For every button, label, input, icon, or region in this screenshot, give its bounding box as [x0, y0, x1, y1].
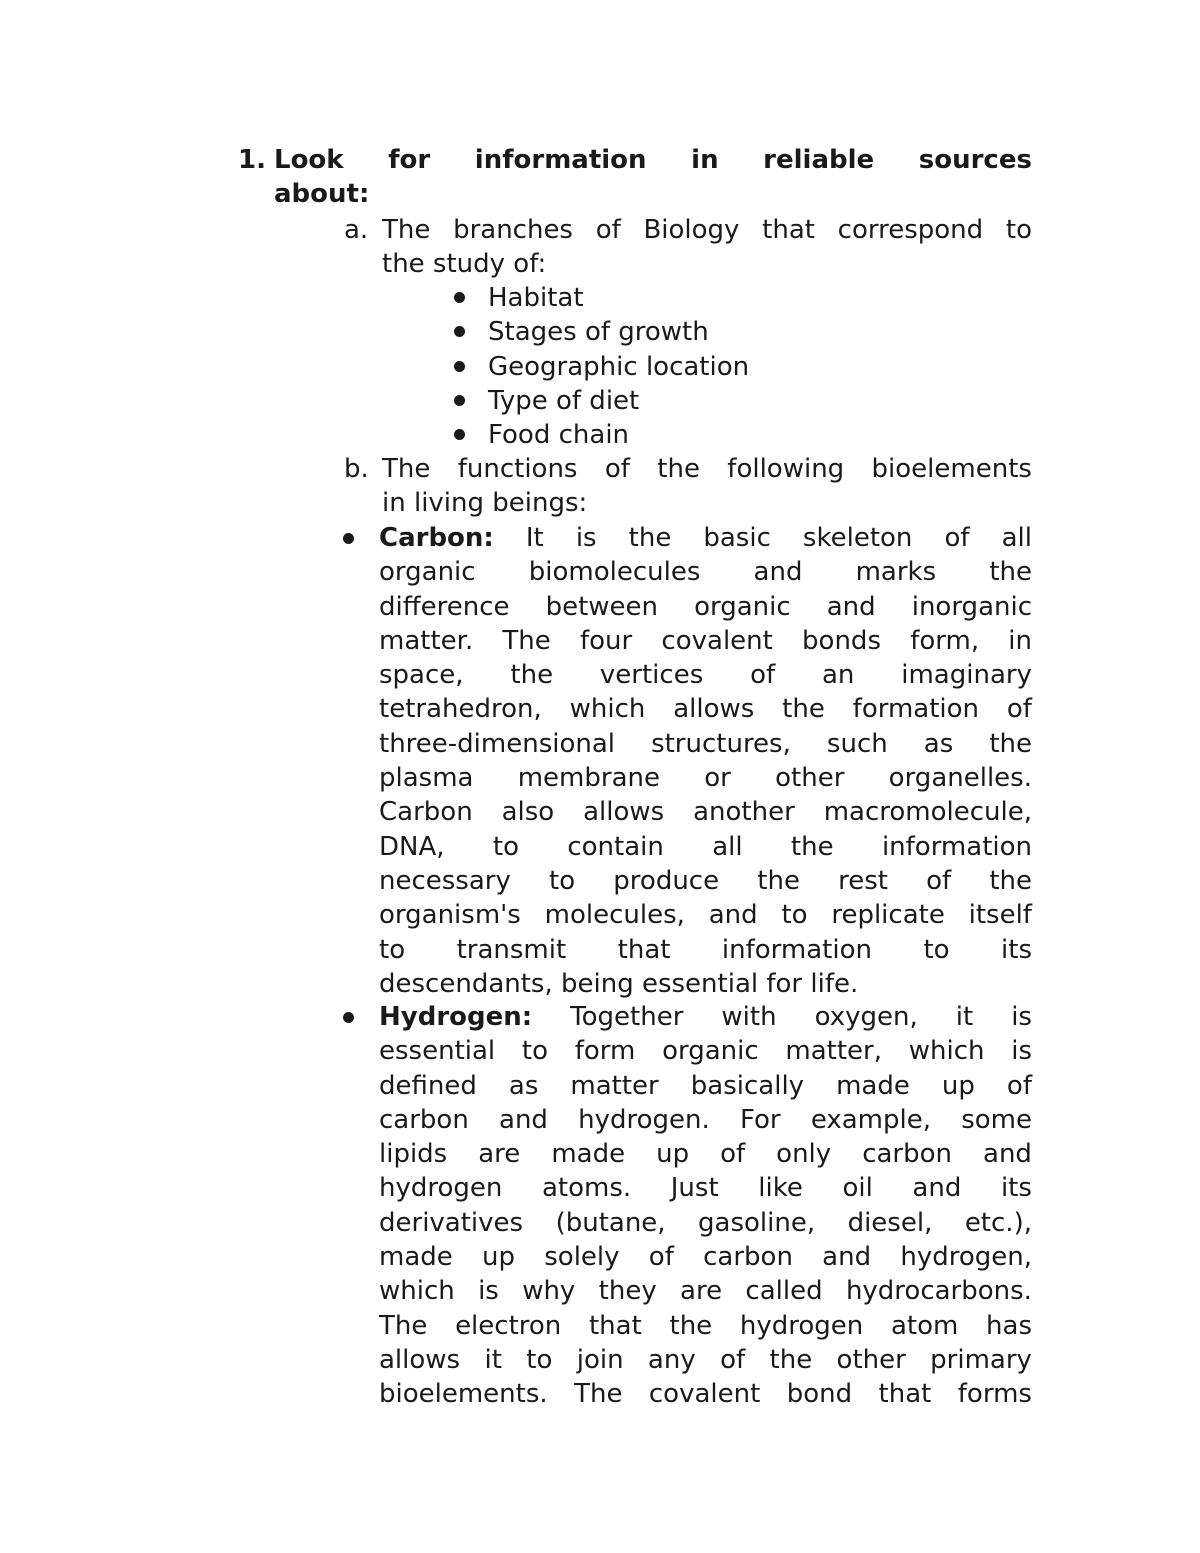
item-1-heading [274, 143, 1032, 212]
carbon-line-4 [379, 624, 1032, 658]
word: organic [379, 557, 476, 588]
word: up [656, 1139, 690, 1170]
word: (butane, [555, 1207, 666, 1238]
item-b-text [382, 452, 1032, 521]
hydrogen-paragraph [379, 1000, 1032, 1412]
word: its [1000, 1173, 1032, 1204]
word: the [628, 523, 672, 553]
word: primary [930, 1344, 1032, 1375]
word: replicate [831, 900, 945, 931]
word: oil [842, 1173, 873, 1204]
word: basic [703, 523, 771, 553]
bullet-item-habitat: Habitat [488, 283, 584, 313]
word: made [379, 1242, 453, 1273]
bullet-dot [454, 361, 465, 372]
word: information [881, 831, 1032, 862]
word: and [983, 1139, 1032, 1170]
word: of [595, 215, 621, 245]
word: and [826, 591, 876, 622]
word: such [826, 728, 888, 759]
word: inorganic [911, 591, 1032, 622]
word: only [776, 1139, 832, 1170]
word: four [579, 625, 633, 656]
word: the [989, 728, 1032, 759]
carbon-line-10 [379, 830, 1032, 864]
word: of [944, 523, 970, 553]
bullet-item-geographic-location: Geographic location [488, 351, 750, 382]
word: biomolecules [528, 557, 701, 588]
word: any [647, 1344, 696, 1375]
word: form, [910, 625, 980, 656]
word: Biology [643, 215, 740, 245]
word: hydrogen [739, 1310, 864, 1341]
word: Just [670, 1173, 719, 1204]
word: atom [890, 1310, 959, 1341]
word: transmit [456, 934, 567, 965]
word: matter, [785, 1036, 882, 1067]
bullet-dot [454, 429, 465, 440]
word: and [753, 557, 803, 588]
word: following [727, 454, 845, 484]
word: matter [570, 1070, 659, 1101]
word: vertices [599, 660, 704, 691]
word: membrane [517, 763, 660, 794]
word: form [574, 1036, 636, 1067]
word: and [708, 900, 758, 931]
word: branches [453, 215, 573, 245]
word: forms [957, 1379, 1032, 1410]
word: produce [613, 865, 720, 896]
word: has [986, 1310, 1032, 1341]
word: the [510, 660, 554, 691]
word: the [769, 1344, 813, 1375]
word: and [822, 1242, 872, 1273]
word: The [382, 454, 431, 484]
bullet-dot [454, 292, 465, 303]
word: reliable [763, 145, 875, 175]
word: tetrahedron, [379, 694, 542, 725]
word: matter. [379, 625, 474, 656]
word: correspond [837, 215, 984, 245]
word: Together [570, 1002, 684, 1032]
word: information [721, 934, 872, 965]
word: are [478, 1139, 521, 1170]
bullet-dot [454, 326, 465, 337]
hydrogen-line-6 [379, 1171, 1032, 1205]
word: skeleton [802, 523, 913, 553]
item-a-text [382, 213, 1032, 282]
word: is [1011, 1036, 1032, 1067]
word: the [657, 454, 700, 484]
word: organelles. [888, 763, 1032, 794]
word: carbon [862, 1139, 952, 1170]
word: to [549, 865, 576, 896]
word: the [790, 831, 834, 862]
word: they [598, 1276, 657, 1307]
list-number-1: 1. [238, 145, 266, 175]
word: hydrogen [379, 1173, 503, 1204]
carbon-line-2 [379, 555, 1032, 589]
word: to [526, 1344, 553, 1375]
word: to [781, 900, 808, 931]
word: its [1001, 934, 1032, 965]
word: the [782, 694, 825, 725]
word: marks [855, 557, 937, 588]
word: The [502, 625, 551, 656]
word: imaginary [901, 660, 1032, 691]
word: organic [694, 591, 791, 622]
carbon-line-7 [379, 727, 1032, 761]
word: up [482, 1242, 515, 1273]
word: between [545, 591, 659, 622]
word: with [721, 1002, 777, 1032]
word: functions [457, 454, 578, 484]
carbon-line-3 [379, 590, 1032, 624]
item-a-line-1 [382, 213, 1032, 247]
word: in [1008, 625, 1032, 656]
word: of [926, 865, 952, 896]
word: basically [690, 1070, 805, 1101]
word: and [912, 1173, 962, 1204]
word: also [501, 797, 555, 828]
word: allows [583, 797, 665, 828]
word: to [1005, 215, 1032, 245]
hydrogen-line-10 [379, 1309, 1032, 1343]
hydrogen-line-3 [379, 1069, 1032, 1103]
carbon-line-11 [379, 864, 1032, 898]
word: of [720, 1139, 746, 1170]
word: that [878, 1379, 932, 1410]
word: lipids [379, 1139, 448, 1170]
word: of [750, 660, 776, 691]
word: all [1001, 523, 1032, 553]
word: which [908, 1036, 985, 1067]
word: covalent [661, 625, 773, 656]
word: bioelements [871, 454, 1032, 484]
bullet-dot [343, 533, 354, 544]
carbon-line-9 [379, 795, 1032, 829]
hydrogen-line-2 [379, 1034, 1032, 1068]
word: some [961, 1104, 1032, 1135]
hydrogen-line-11 [379, 1343, 1032, 1377]
word: It [525, 523, 544, 553]
word: for [388, 145, 431, 175]
word: the [989, 865, 1032, 896]
word: as [923, 728, 954, 759]
word: solely [544, 1242, 620, 1273]
word: contain [567, 831, 664, 862]
word: is [575, 523, 597, 553]
word: of [1006, 694, 1032, 725]
word: up [941, 1070, 975, 1101]
word: allows [379, 1344, 461, 1375]
word: space, [379, 660, 464, 691]
word: etc.), [964, 1207, 1032, 1238]
item-1-heading-line-1 [274, 143, 1032, 177]
word: itself [968, 900, 1032, 931]
word: The [382, 215, 431, 245]
word: made [836, 1070, 910, 1101]
item-b-line-2: in living beings: [382, 488, 588, 519]
list-letter-b: b. [344, 454, 369, 484]
word: sources [918, 145, 1032, 175]
word: organic [662, 1036, 759, 1067]
hydrogen-line-1 [379, 1000, 1032, 1034]
bullet-dot [454, 395, 465, 406]
word: other [836, 1344, 906, 1375]
carbon-line-13 [379, 933, 1032, 967]
word: hydrogen. [578, 1104, 710, 1135]
word: electron [455, 1310, 562, 1341]
word: derivatives [379, 1207, 524, 1238]
hydrogen-label: Hydrogen: [379, 1002, 533, 1032]
word: the [757, 865, 800, 896]
word: to [379, 934, 406, 965]
word: structures, [651, 728, 791, 759]
word: difference [379, 591, 510, 622]
word: is [478, 1276, 499, 1307]
word: essential [379, 1036, 496, 1067]
word: formation [852, 694, 980, 725]
carbon-line-6 [379, 692, 1032, 726]
word: or [704, 763, 731, 794]
bullet-dot [343, 1012, 354, 1023]
word: Carbon [379, 797, 473, 828]
word: all [712, 831, 743, 862]
word: made [551, 1139, 626, 1170]
carbon-line-1 [379, 521, 1032, 555]
word: macromolecule, [823, 797, 1032, 828]
word: organism's [379, 900, 521, 931]
word: bioelements. [379, 1379, 548, 1410]
bullet-item-type-of-diet: Type of diet [488, 385, 640, 416]
word: three-dimensional [379, 728, 616, 759]
carbon-paragraph [379, 521, 1032, 1001]
item-a-line-2: the study of: [382, 249, 547, 280]
hydrogen-line-7 [379, 1206, 1032, 1240]
word: For [739, 1104, 781, 1135]
word: hydrocarbons. [845, 1276, 1032, 1307]
word: oxygen, [814, 1002, 918, 1032]
list-letter-a: a. [344, 215, 369, 245]
word: of [1006, 1070, 1032, 1101]
carbon-line-8 [379, 761, 1032, 795]
word: which [379, 1276, 455, 1307]
word: the [989, 557, 1032, 588]
word: that [588, 1310, 642, 1341]
word: other [775, 763, 845, 794]
carbon-last-line: descendants, being essential for life. [379, 968, 859, 999]
bullet-item-food-chain: Food chain [488, 420, 630, 451]
word: why [522, 1276, 576, 1307]
word: to [923, 934, 950, 965]
word: another [693, 797, 795, 828]
word: that [617, 934, 671, 965]
word: hydrogen, [900, 1242, 1032, 1273]
word: rest [838, 865, 888, 896]
word: diesel, [847, 1207, 933, 1238]
word: The [379, 1310, 428, 1341]
word: covalent [648, 1379, 761, 1410]
word: atoms. [541, 1173, 632, 1204]
word: bond [786, 1379, 853, 1410]
hydrogen-line-4 [379, 1103, 1032, 1137]
word: example, [810, 1104, 931, 1135]
hydrogen-line-8 [379, 1240, 1032, 1274]
word: that [762, 215, 815, 245]
item-1-heading-line-2: about: [274, 179, 370, 210]
item-b-line-1 [382, 452, 1032, 486]
word: necessary [379, 865, 511, 896]
word: are [680, 1276, 723, 1307]
word: bonds [802, 625, 881, 656]
word: of [604, 454, 630, 484]
word: which [569, 694, 646, 725]
word: defined [379, 1070, 477, 1101]
hydrogen-line-9 [379, 1274, 1032, 1308]
hydrogen-line-5 [379, 1137, 1032, 1171]
word: molecules, [544, 900, 685, 931]
carbon-line-5 [379, 658, 1032, 692]
word: carbon [379, 1104, 469, 1135]
item-a-bullet-list [488, 281, 1032, 452]
word: an [821, 660, 855, 691]
word: it [955, 1002, 974, 1032]
word: carbon [703, 1242, 793, 1273]
word: information [474, 145, 647, 175]
word: in [691, 145, 719, 175]
word: allows [673, 694, 755, 725]
word: as [508, 1070, 539, 1101]
word: to [492, 831, 519, 862]
word: and [499, 1104, 548, 1135]
hydrogen-line-12 [379, 1377, 1032, 1411]
bullet-item-stages-of-growth: Stages of growth [488, 317, 709, 348]
word: gasoline, [698, 1207, 816, 1238]
word: of [648, 1242, 674, 1273]
word: plasma [379, 763, 474, 794]
word: to [521, 1036, 548, 1067]
word: called [745, 1276, 823, 1307]
word: DNA, [379, 831, 445, 862]
word: is [1011, 1002, 1032, 1032]
word: Look [274, 145, 344, 175]
word: the [669, 1310, 713, 1341]
word: it [484, 1344, 502, 1375]
carbon-label: Carbon: [379, 523, 494, 553]
word: join [576, 1344, 624, 1375]
word: The [574, 1379, 623, 1410]
carbon-line-12 [379, 898, 1032, 932]
word: of [720, 1344, 746, 1375]
word: like [758, 1173, 803, 1204]
